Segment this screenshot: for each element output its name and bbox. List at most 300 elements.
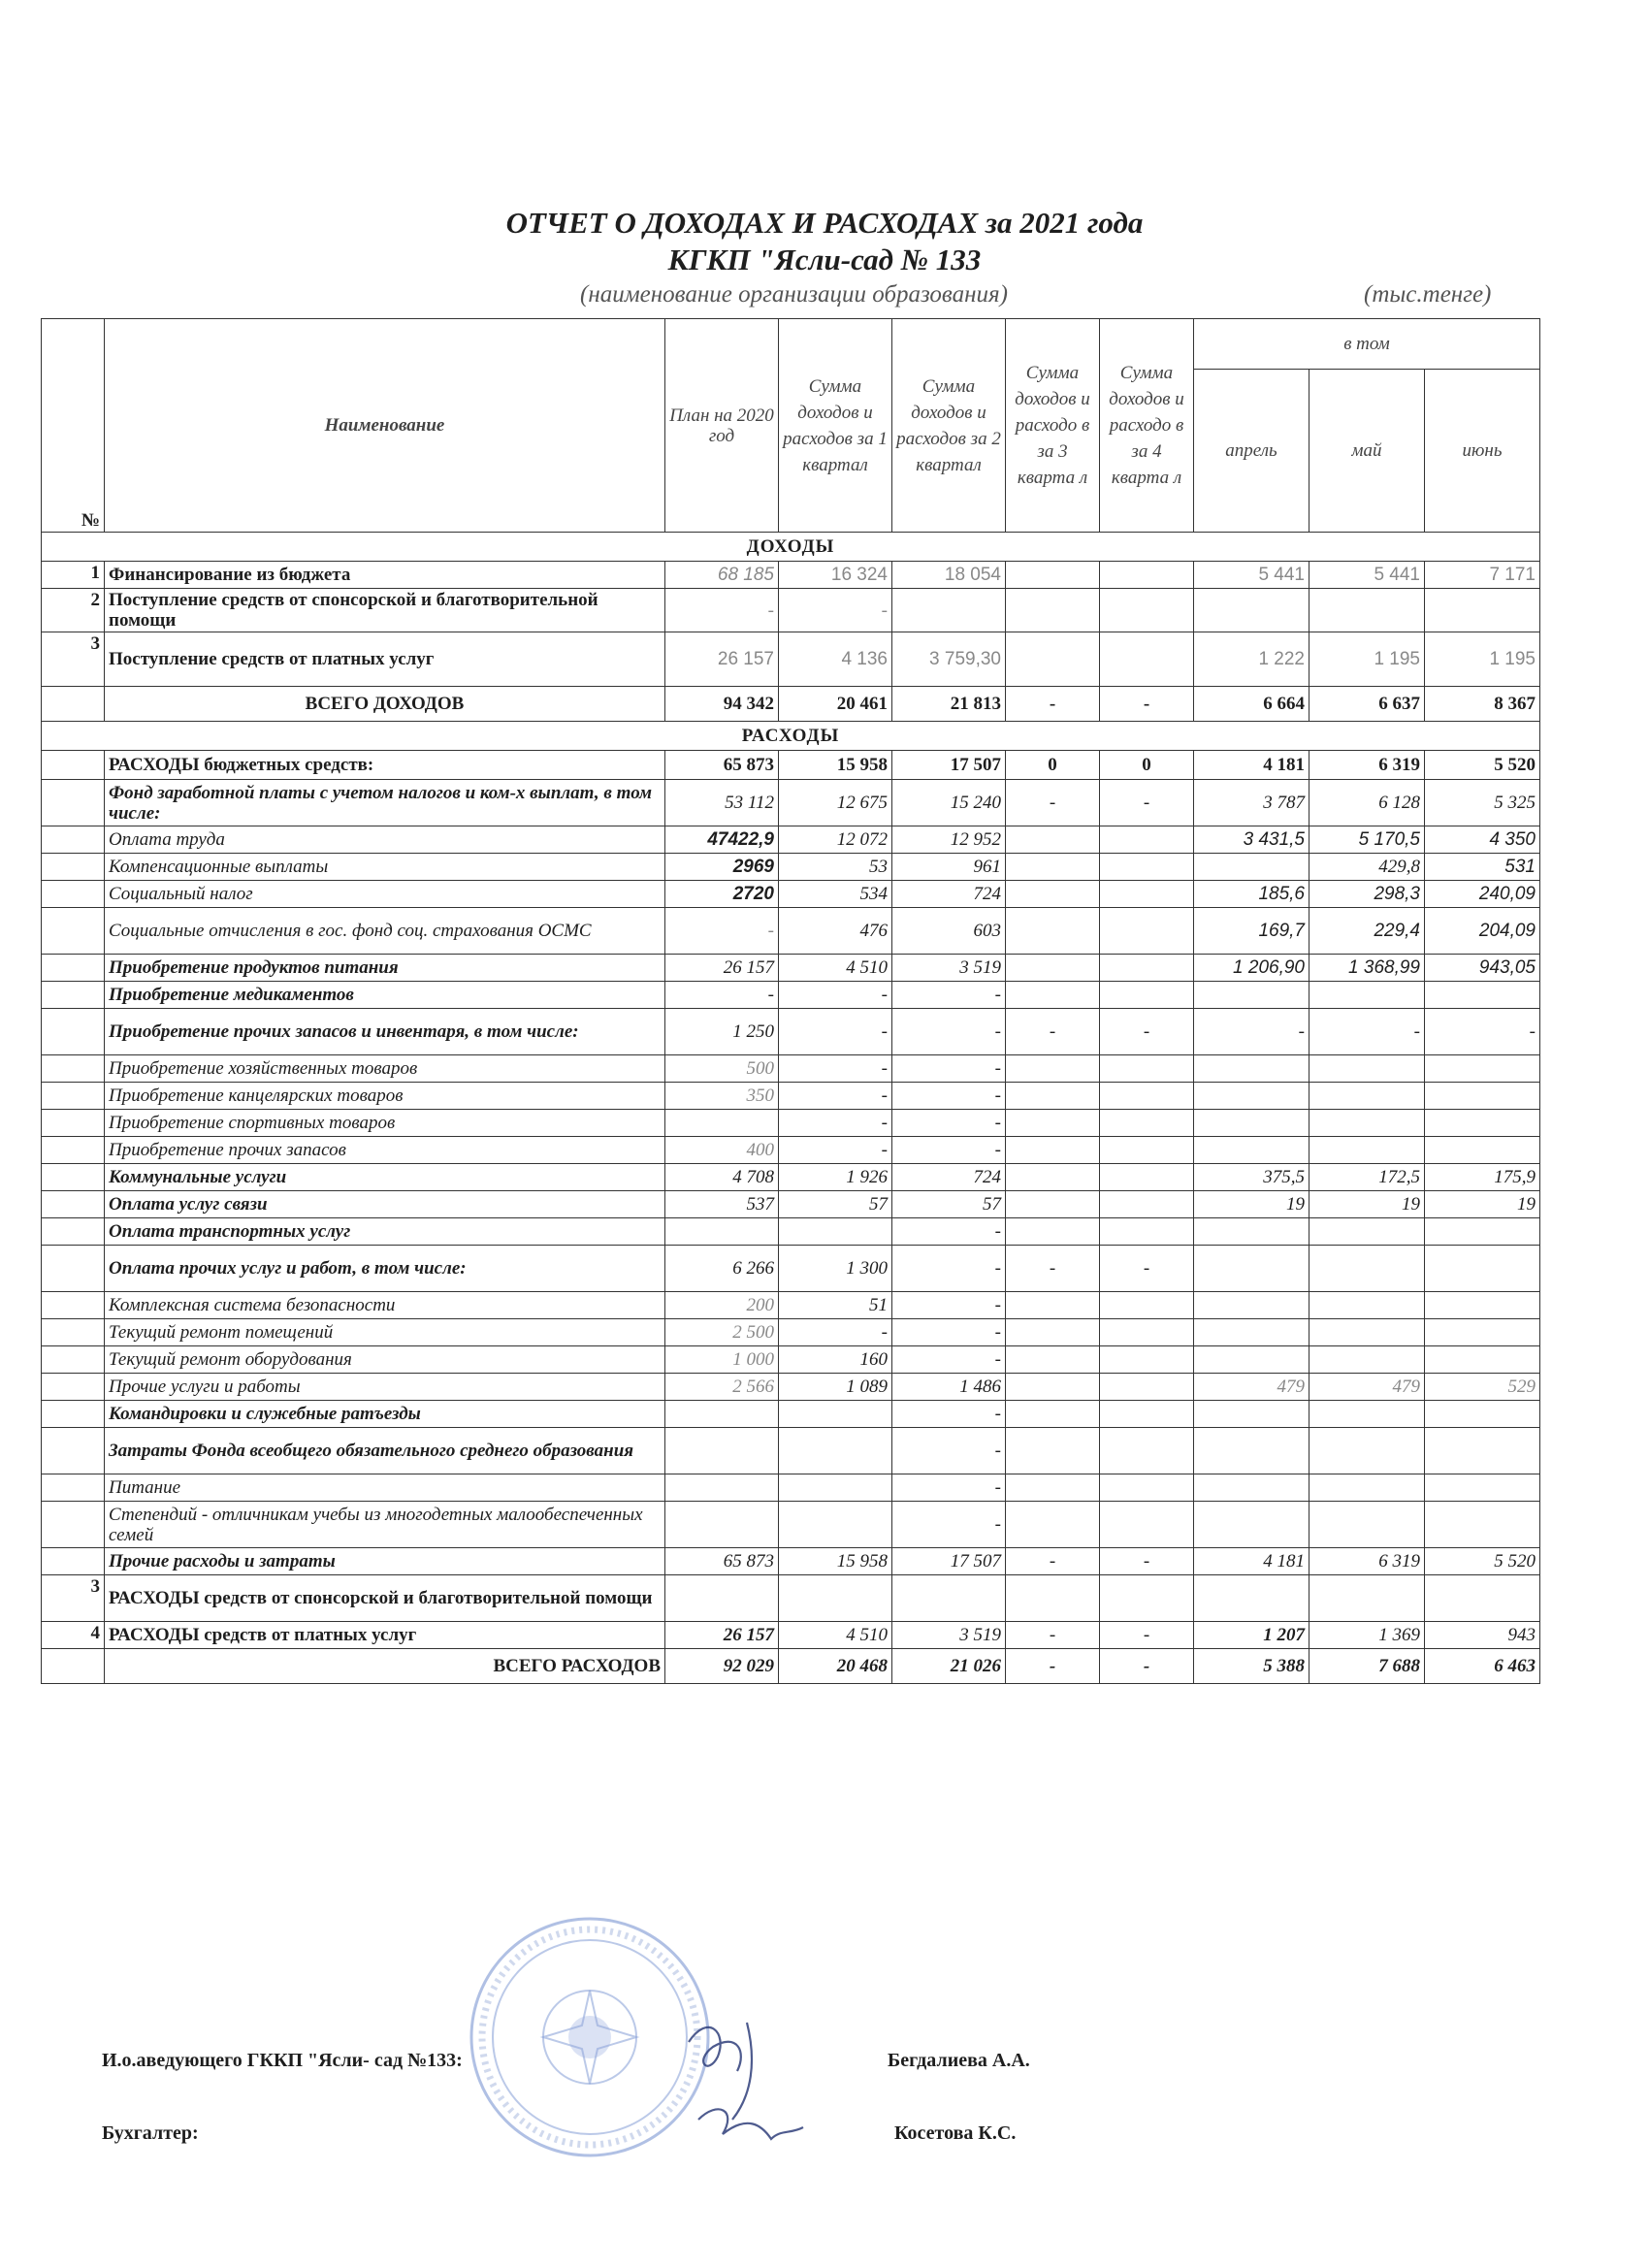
q4-cell bbox=[1100, 562, 1194, 589]
q1-cell bbox=[779, 1474, 892, 1502]
table-row bbox=[42, 1164, 1540, 1191]
row-number bbox=[42, 1649, 105, 1684]
q3-cell bbox=[1006, 632, 1100, 687]
june-cell bbox=[1425, 1319, 1540, 1346]
q3-cell: 0 bbox=[1006, 751, 1100, 780]
q4-cell: - bbox=[1100, 1548, 1194, 1575]
row-name: Питание bbox=[105, 1474, 665, 1502]
row-number bbox=[42, 908, 105, 955]
q1-cell: 534 bbox=[779, 881, 892, 908]
may-cell bbox=[1310, 1575, 1425, 1622]
may-cell bbox=[1310, 1083, 1425, 1110]
income-total-row bbox=[42, 687, 1540, 722]
q1-cell: 15 958 bbox=[779, 1548, 892, 1575]
q1-cell: 12 675 bbox=[779, 780, 892, 826]
q2-cell: - bbox=[892, 1428, 1006, 1474]
q4-cell bbox=[1100, 908, 1194, 955]
q2-cell: - bbox=[892, 1319, 1006, 1346]
may-cell: 6 319 bbox=[1310, 751, 1425, 780]
row-name: Приобретение спортивных товаров bbox=[105, 1110, 665, 1137]
row-number bbox=[42, 1502, 105, 1548]
header-q2: Сумма доходов и расходов за 2 квартал bbox=[892, 319, 1006, 533]
april-cell bbox=[1194, 1502, 1310, 1548]
q2-cell: - bbox=[892, 1346, 1006, 1374]
table-row bbox=[42, 1428, 1540, 1474]
row-number bbox=[42, 1374, 105, 1401]
may-cell: 479 bbox=[1310, 1374, 1425, 1401]
may-cell bbox=[1310, 1401, 1425, 1428]
april-cell: 375,5 bbox=[1194, 1164, 1310, 1191]
table-row bbox=[42, 1575, 1540, 1622]
plan-cell: 92 029 bbox=[665, 1649, 779, 1684]
row-number bbox=[42, 1218, 105, 1246]
row-number bbox=[42, 881, 105, 908]
table-row bbox=[42, 1137, 1540, 1164]
table-row bbox=[42, 1622, 1540, 1649]
accountant-role: Бухгалтер: bbox=[102, 2122, 199, 2144]
may-cell bbox=[1310, 1055, 1425, 1083]
row-number bbox=[42, 1319, 105, 1346]
table-row bbox=[42, 908, 1540, 955]
q2-cell: - bbox=[892, 1502, 1006, 1548]
q3-cell bbox=[1006, 1191, 1100, 1218]
q4-cell bbox=[1100, 1218, 1194, 1246]
row-number bbox=[42, 1401, 105, 1428]
april-cell bbox=[1194, 854, 1310, 881]
signature bbox=[679, 2003, 815, 2158]
row-number: 2 bbox=[42, 589, 105, 632]
row-name: Прочие услуги и работы bbox=[105, 1374, 665, 1401]
q4-cell bbox=[1100, 854, 1194, 881]
q3-cell bbox=[1006, 1319, 1100, 1346]
april-cell: 1 207 bbox=[1194, 1622, 1310, 1649]
row-number bbox=[42, 751, 105, 780]
q4-cell bbox=[1100, 1474, 1194, 1502]
april-cell bbox=[1194, 1474, 1310, 1502]
june-cell bbox=[1425, 1137, 1540, 1164]
june-cell: - bbox=[1425, 1009, 1540, 1055]
section-expense-label: РАСХОДЫ bbox=[42, 722, 1540, 751]
plan-cell: 6 266 bbox=[665, 1246, 779, 1292]
expense-total-row bbox=[42, 1649, 1540, 1684]
q4-cell bbox=[1100, 1055, 1194, 1083]
plan-cell bbox=[665, 1575, 779, 1622]
row-number: 4 bbox=[42, 1622, 105, 1649]
q3-cell bbox=[1006, 1401, 1100, 1428]
q2-cell: 3 759,30 bbox=[892, 632, 1006, 687]
q1-cell: 53 bbox=[779, 854, 892, 881]
table-row bbox=[42, 780, 1540, 826]
april-cell bbox=[1194, 1083, 1310, 1110]
q3-cell bbox=[1006, 826, 1100, 854]
q4-cell: - bbox=[1100, 1649, 1194, 1684]
q4-cell bbox=[1100, 1502, 1194, 1548]
table-row bbox=[42, 1319, 1540, 1346]
table-row bbox=[42, 982, 1540, 1009]
accountant-name: Косетова К.С. bbox=[894, 2122, 1017, 2144]
q3-cell bbox=[1006, 1474, 1100, 1502]
row-name: Коммунальные услуги bbox=[105, 1164, 665, 1191]
q4-cell bbox=[1100, 1401, 1194, 1428]
row-name: Затраты Фонда всеобщего обязательного среднего образования bbox=[105, 1428, 665, 1474]
q1-cell: - bbox=[779, 1319, 892, 1346]
q1-cell: 12 072 bbox=[779, 826, 892, 854]
q4-cell bbox=[1100, 1137, 1194, 1164]
row-name: Финансирование из бюджета bbox=[105, 562, 665, 589]
q1-cell: 476 bbox=[779, 908, 892, 955]
q3-cell: - bbox=[1006, 1246, 1100, 1292]
q4-cell: - bbox=[1100, 1009, 1194, 1055]
plan-cell bbox=[665, 1502, 779, 1548]
row-name: Приобретение медикаментов bbox=[105, 982, 665, 1009]
q2-cell: - bbox=[892, 1246, 1006, 1292]
row-number bbox=[42, 854, 105, 881]
june-cell: 529 bbox=[1425, 1374, 1540, 1401]
plan-cell bbox=[665, 1218, 779, 1246]
q3-cell bbox=[1006, 955, 1100, 982]
june-cell bbox=[1425, 982, 1540, 1009]
q4-cell: - bbox=[1100, 1622, 1194, 1649]
june-cell: 5 520 bbox=[1425, 751, 1540, 780]
q1-cell bbox=[779, 1218, 892, 1246]
april-cell bbox=[1194, 1401, 1310, 1428]
may-cell: 5 441 bbox=[1310, 562, 1425, 589]
q1-cell: 4 510 bbox=[779, 955, 892, 982]
q3-cell bbox=[1006, 1292, 1100, 1319]
q4-cell bbox=[1100, 1292, 1194, 1319]
q3-cell: - bbox=[1006, 780, 1100, 826]
report-title: ОТЧЕТ О ДОХОДАХ И РАСХОДАХ за 2021 года bbox=[505, 206, 1144, 240]
q4-cell bbox=[1100, 826, 1194, 854]
april-cell: 6 664 bbox=[1194, 687, 1310, 722]
april-cell bbox=[1194, 1575, 1310, 1622]
june-cell: 5 520 bbox=[1425, 1548, 1540, 1575]
april-cell: - bbox=[1194, 1009, 1310, 1055]
table-row bbox=[42, 1346, 1540, 1374]
q4-cell bbox=[1100, 982, 1194, 1009]
q1-cell bbox=[779, 1401, 892, 1428]
q3-cell: - bbox=[1006, 1009, 1100, 1055]
row-name: Прочие расходы и затраты bbox=[105, 1548, 665, 1575]
april-cell: 19 bbox=[1194, 1191, 1310, 1218]
q2-cell: 17 507 bbox=[892, 751, 1006, 780]
q3-cell bbox=[1006, 589, 1100, 632]
q3-cell: - bbox=[1006, 687, 1100, 722]
plan-cell: 4 708 bbox=[665, 1164, 779, 1191]
april-cell bbox=[1194, 1055, 1310, 1083]
q2-cell bbox=[892, 589, 1006, 632]
row-name: ВСЕГО ДОХОДОВ bbox=[105, 687, 665, 722]
q2-cell: - bbox=[892, 1083, 1006, 1110]
april-cell: 169,7 bbox=[1194, 908, 1310, 955]
q1-cell: 20 468 bbox=[779, 1649, 892, 1684]
row-name: Приобретение прочих запасов и инвентаря, в том числе: bbox=[105, 1009, 665, 1055]
q3-cell bbox=[1006, 1083, 1100, 1110]
row-number bbox=[42, 1137, 105, 1164]
plan-cell: 1 000 bbox=[665, 1346, 779, 1374]
q2-cell: 1 486 bbox=[892, 1374, 1006, 1401]
plan-cell: 2969 bbox=[665, 854, 779, 881]
april-cell: 4 181 bbox=[1194, 1548, 1310, 1575]
q2-cell bbox=[892, 1575, 1006, 1622]
may-cell bbox=[1310, 1474, 1425, 1502]
q2-cell: - bbox=[892, 1218, 1006, 1246]
q3-cell bbox=[1006, 1110, 1100, 1137]
april-cell bbox=[1194, 589, 1310, 632]
q3-cell bbox=[1006, 908, 1100, 955]
q1-cell bbox=[779, 1428, 892, 1474]
table-row bbox=[42, 854, 1540, 881]
q1-cell: - bbox=[779, 982, 892, 1009]
row-name: Приобретение хозяйственных товаров bbox=[105, 1055, 665, 1083]
plan-cell: 65 873 bbox=[665, 751, 779, 780]
q1-cell: - bbox=[779, 589, 892, 632]
june-cell: 19 bbox=[1425, 1191, 1540, 1218]
q4-cell bbox=[1100, 1374, 1194, 1401]
row-name: Текущий ремонт помещений bbox=[105, 1319, 665, 1346]
plan-cell: 26 157 bbox=[665, 955, 779, 982]
plan-cell: 200 bbox=[665, 1292, 779, 1319]
plan-cell: - bbox=[665, 589, 779, 632]
header-q1: Сумма доходов и расходов за 1 квартал bbox=[779, 319, 892, 533]
june-cell bbox=[1425, 1575, 1540, 1622]
april-cell: 3 431,5 bbox=[1194, 826, 1310, 854]
table-row bbox=[42, 751, 1540, 780]
may-cell: 298,3 bbox=[1310, 881, 1425, 908]
row-name: Приобретение продуктов питания bbox=[105, 955, 665, 982]
header-no: № bbox=[42, 319, 105, 533]
q2-cell: 3 519 bbox=[892, 1622, 1006, 1649]
may-cell bbox=[1310, 589, 1425, 632]
row-name: Оплата услуг связи bbox=[105, 1191, 665, 1218]
q1-cell: 51 bbox=[779, 1292, 892, 1319]
april-cell bbox=[1194, 1292, 1310, 1319]
plan-cell: 537 bbox=[665, 1191, 779, 1218]
june-cell: 240,09 bbox=[1425, 881, 1540, 908]
plan-cell: 94 342 bbox=[665, 687, 779, 722]
april-cell bbox=[1194, 1246, 1310, 1292]
june-cell: 531 bbox=[1425, 854, 1540, 881]
plan-cell: 53 112 bbox=[665, 780, 779, 826]
q1-cell bbox=[779, 1502, 892, 1548]
june-cell: 175,9 bbox=[1425, 1164, 1540, 1191]
q2-cell: 724 bbox=[892, 1164, 1006, 1191]
june-cell bbox=[1425, 1474, 1540, 1502]
q4-cell bbox=[1100, 1164, 1194, 1191]
row-number bbox=[42, 1474, 105, 1502]
row-name: Приобретение канцелярских товаров bbox=[105, 1083, 665, 1110]
plan-cell: 26 157 bbox=[665, 632, 779, 687]
q2-cell: - bbox=[892, 1110, 1006, 1137]
table-row bbox=[42, 1009, 1540, 1055]
plan-cell: 500 bbox=[665, 1055, 779, 1083]
table-row bbox=[42, 1191, 1540, 1218]
director-role: И.о.аведующего ГККП "Ясли- сад №133: bbox=[102, 2050, 463, 2071]
april-cell bbox=[1194, 982, 1310, 1009]
header-name: Наименование bbox=[105, 319, 665, 533]
q4-cell bbox=[1100, 1319, 1194, 1346]
q4-cell bbox=[1100, 1428, 1194, 1474]
q3-cell bbox=[1006, 562, 1100, 589]
row-number bbox=[42, 955, 105, 982]
q3-cell bbox=[1006, 1055, 1100, 1083]
q2-cell: 17 507 bbox=[892, 1548, 1006, 1575]
q2-cell: 57 bbox=[892, 1191, 1006, 1218]
plan-cell: 1 250 bbox=[665, 1009, 779, 1055]
may-cell: 7 688 bbox=[1310, 1649, 1425, 1684]
q2-cell: - bbox=[892, 1474, 1006, 1502]
row-number bbox=[42, 1164, 105, 1191]
q2-cell: 3 519 bbox=[892, 955, 1006, 982]
q4-cell bbox=[1100, 632, 1194, 687]
plan-cell: 47422,9 bbox=[665, 826, 779, 854]
director-name: Бегдалиева А.А. bbox=[888, 2050, 1030, 2071]
q3-cell bbox=[1006, 881, 1100, 908]
april-cell bbox=[1194, 1218, 1310, 1246]
row-name: Фонд заработной платы с учетом налогов и ком-х выплат, в том числе: bbox=[105, 780, 665, 826]
q2-cell: - bbox=[892, 1292, 1006, 1319]
row-name: Текущий ремонт оборудования bbox=[105, 1346, 665, 1374]
may-cell bbox=[1310, 1137, 1425, 1164]
q2-cell: - bbox=[892, 1009, 1006, 1055]
may-cell: 1 369 bbox=[1310, 1622, 1425, 1649]
june-cell bbox=[1425, 1055, 1540, 1083]
table-row bbox=[42, 562, 1540, 589]
row-name: Оплата труда bbox=[105, 826, 665, 854]
q2-cell: 21 026 bbox=[892, 1649, 1006, 1684]
q3-cell bbox=[1006, 982, 1100, 1009]
june-cell bbox=[1425, 1428, 1540, 1474]
section-income bbox=[42, 533, 1540, 562]
plan-cell: 68 185 bbox=[665, 562, 779, 589]
q3-cell bbox=[1006, 1374, 1100, 1401]
row-number bbox=[42, 687, 105, 722]
may-cell: - bbox=[1310, 1009, 1425, 1055]
may-cell bbox=[1310, 1346, 1425, 1374]
may-cell bbox=[1310, 982, 1425, 1009]
row-name: Командировки и служебные ратъезды bbox=[105, 1401, 665, 1428]
q4-cell bbox=[1100, 955, 1194, 982]
section-income-label: ДОХОДЫ bbox=[42, 533, 1540, 562]
q1-cell bbox=[779, 1575, 892, 1622]
row-number bbox=[42, 1110, 105, 1137]
row-name: Социальные отчисления в гос. фонд соц. страхования ОСМС bbox=[105, 908, 665, 955]
header-plan: План на 2020 год bbox=[665, 319, 779, 533]
row-number: 3 bbox=[42, 1575, 105, 1622]
q2-cell: 12 952 bbox=[892, 826, 1006, 854]
june-cell bbox=[1425, 1110, 1540, 1137]
q4-cell: - bbox=[1100, 1246, 1194, 1292]
header-q4: Сумма доходов и расходо в за 4 кварта л bbox=[1100, 319, 1194, 533]
june-cell: 6 463 bbox=[1425, 1649, 1540, 1684]
row-number bbox=[42, 982, 105, 1009]
q1-cell: 20 461 bbox=[779, 687, 892, 722]
table-row bbox=[42, 1474, 1540, 1502]
q3-cell: - bbox=[1006, 1622, 1100, 1649]
table-row bbox=[42, 589, 1540, 632]
april-cell: 5 388 bbox=[1194, 1649, 1310, 1684]
q2-cell: 21 813 bbox=[892, 687, 1006, 722]
may-cell: 229,4 bbox=[1310, 908, 1425, 955]
may-cell: 429,8 bbox=[1310, 854, 1425, 881]
q1-cell: 57 bbox=[779, 1191, 892, 1218]
row-number: 3 bbox=[42, 632, 105, 687]
june-cell bbox=[1425, 1401, 1540, 1428]
plan-cell bbox=[665, 1110, 779, 1137]
row-name: Компенсационные выплаты bbox=[105, 854, 665, 881]
q3-cell bbox=[1006, 1575, 1100, 1622]
table-row bbox=[42, 1246, 1540, 1292]
may-cell: 6 319 bbox=[1310, 1548, 1425, 1575]
q2-cell: 603 bbox=[892, 908, 1006, 955]
plan-cell bbox=[665, 1401, 779, 1428]
plan-cell: 26 157 bbox=[665, 1622, 779, 1649]
table-row bbox=[42, 1218, 1540, 1246]
q1-cell: 4 136 bbox=[779, 632, 892, 687]
row-number bbox=[42, 1346, 105, 1374]
q4-cell bbox=[1100, 1191, 1194, 1218]
plan-cell: 2 566 bbox=[665, 1374, 779, 1401]
q3-cell bbox=[1006, 1164, 1100, 1191]
q1-cell: 4 510 bbox=[779, 1622, 892, 1649]
june-cell bbox=[1425, 1292, 1540, 1319]
plan-cell: 65 873 bbox=[665, 1548, 779, 1575]
q1-cell: - bbox=[779, 1083, 892, 1110]
may-cell: 1 368,99 bbox=[1310, 955, 1425, 982]
q2-cell: 961 bbox=[892, 854, 1006, 881]
row-name: ВСЕГО РАСХОДОВ bbox=[105, 1649, 665, 1684]
table-row bbox=[42, 881, 1540, 908]
q4-cell: - bbox=[1100, 780, 1194, 826]
may-cell bbox=[1310, 1246, 1425, 1292]
row-number bbox=[42, 1428, 105, 1474]
april-cell bbox=[1194, 1137, 1310, 1164]
may-cell bbox=[1310, 1319, 1425, 1346]
q2-cell: 18 054 bbox=[892, 562, 1006, 589]
q3-cell bbox=[1006, 1346, 1100, 1374]
row-number bbox=[42, 1191, 105, 1218]
q3-cell bbox=[1006, 1502, 1100, 1548]
plan-cell: - bbox=[665, 908, 779, 955]
row-name: Социальный налог bbox=[105, 881, 665, 908]
april-cell bbox=[1194, 1319, 1310, 1346]
table-row bbox=[42, 1548, 1540, 1575]
plan-cell: 400 bbox=[665, 1137, 779, 1164]
table-row bbox=[42, 1401, 1540, 1428]
table-row bbox=[42, 1502, 1540, 1548]
q3-cell bbox=[1006, 1428, 1100, 1474]
june-cell: 7 171 bbox=[1425, 562, 1540, 589]
q2-cell: - bbox=[892, 1055, 1006, 1083]
header-june: июнь bbox=[1425, 370, 1540, 533]
april-cell: 1 206,90 bbox=[1194, 955, 1310, 982]
june-cell bbox=[1425, 1346, 1540, 1374]
row-number bbox=[42, 780, 105, 826]
row-name: РАСХОДЫ средств от спонсорской и благотворительной помощи bbox=[105, 1575, 665, 1622]
units-label: (тыс.тенге) bbox=[1364, 281, 1492, 308]
q4-cell bbox=[1100, 1110, 1194, 1137]
row-number bbox=[42, 1292, 105, 1319]
q2-cell: - bbox=[892, 982, 1006, 1009]
q2-cell: 15 240 bbox=[892, 780, 1006, 826]
organization-name: КГКП "Ясли-сад № 133 bbox=[667, 243, 982, 276]
row-number bbox=[42, 1246, 105, 1292]
row-name: Оплата транспортных услуг bbox=[105, 1218, 665, 1246]
april-cell: 479 bbox=[1194, 1374, 1310, 1401]
june-cell: 943,05 bbox=[1425, 955, 1540, 982]
june-cell bbox=[1425, 1502, 1540, 1548]
may-cell bbox=[1310, 1428, 1425, 1474]
